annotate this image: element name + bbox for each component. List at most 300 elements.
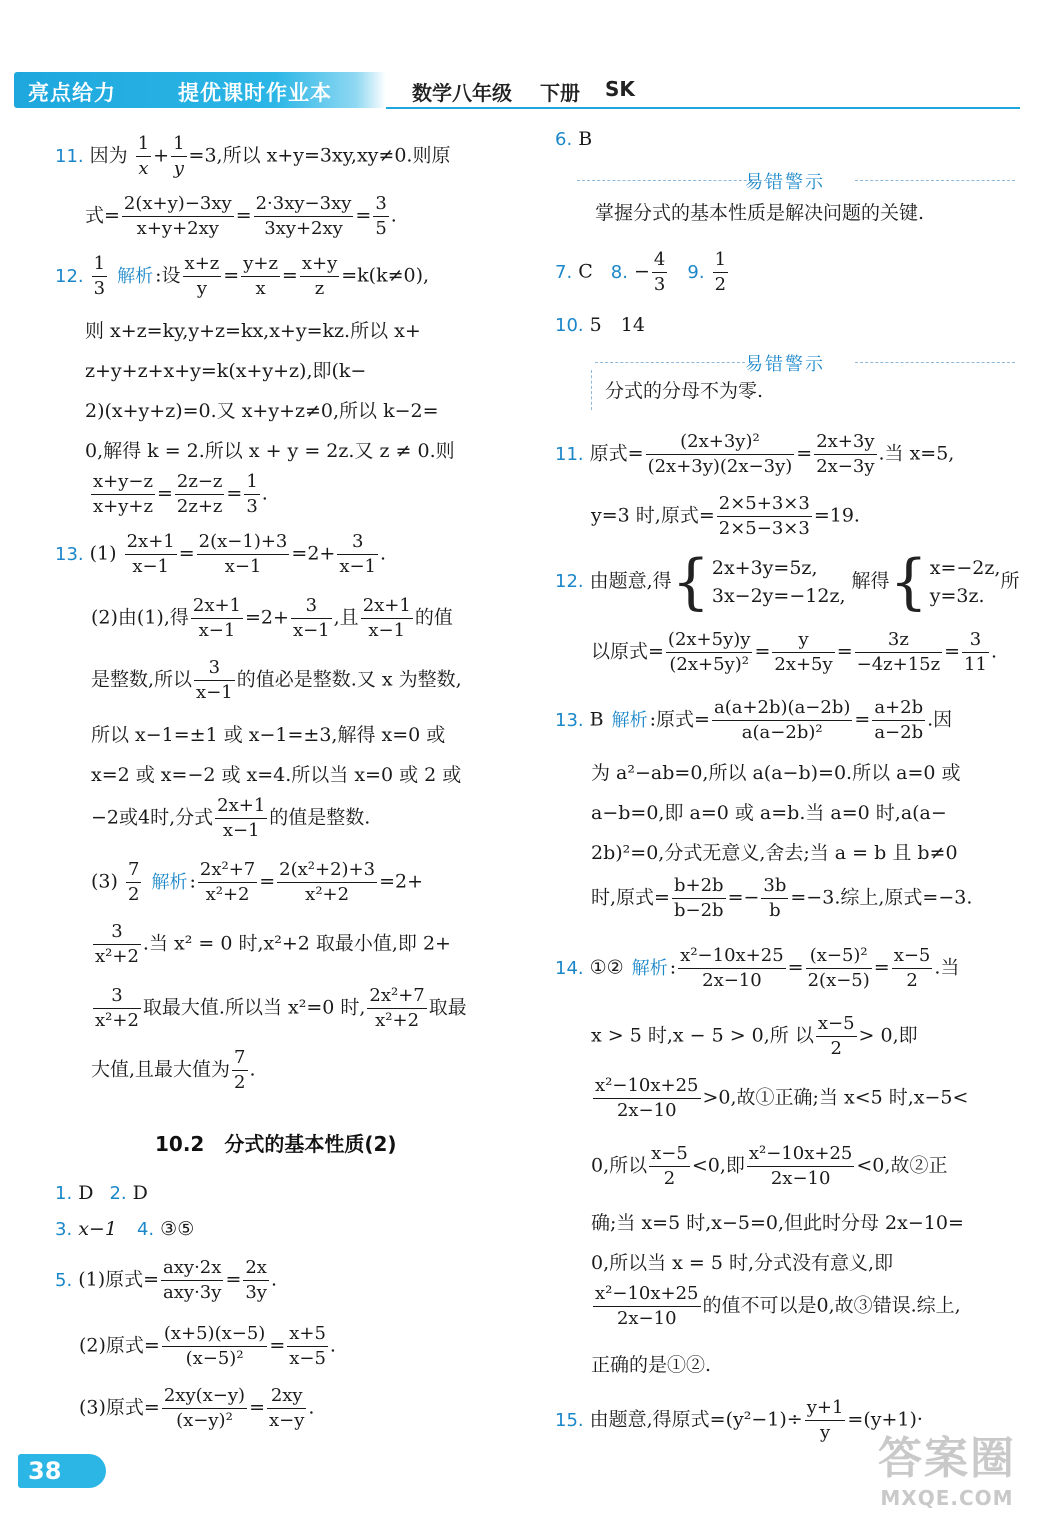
denominator: 2x−10: [702, 970, 762, 991]
fraction: [666, 628, 753, 677]
left-q13-part2-line1: [91, 594, 453, 643]
question-number: 7.: [555, 261, 573, 283]
left-q5-part1: 5. (1)原式= $\frac{\text{axy·2x}}{\text{axy·3y}}$ = $\frac{2x}{3y}$ .: [55, 1257, 278, 1303]
fraction: [717, 492, 812, 541]
tip-text: 掌握分式的基本性质是解决问题的关键.: [595, 202, 925, 224]
fraction: [162, 1384, 247, 1433]
analysis-label: 解析: [631, 957, 668, 979]
text: (3)原式=: [79, 1396, 160, 1419]
numerator: 3: [93, 984, 141, 1009]
numerator: (2x+5y)y: [666, 628, 753, 653]
numerator: (2x+3y)²: [646, 430, 795, 455]
answer-fraction: [652, 248, 667, 297]
denominator: 2(x−5): [807, 970, 870, 991]
denominator: x−1: [368, 620, 406, 641]
left-q11-line2: 式= $\frac{2(x+y)-3xy}{x+y+2xy}$ = $\frac{2\cdot 3xy-3xy}{3xy+2xy}$ = $\frac{3}{5}$ .: [85, 193, 397, 239]
denominator: 2z+z: [176, 496, 223, 517]
numerator: a(a+2b)(a−2b): [712, 696, 852, 721]
text: .当 x² = 0 时,x²+2 取最小值,即 2+: [142, 932, 451, 955]
denominator: 3xy+2xy: [264, 218, 343, 239]
denominator: y: [196, 278, 207, 299]
right-q14-line7: [591, 1282, 961, 1331]
right-q11-line1: 11. 原式= $\frac{\text{(2x+3y)²}}{(2x+3y)(2x-3y)}$ = $\frac{2x+3y}{2x-3y}$ .当 x=5,: [555, 431, 955, 477]
text: y=3 时,原式=: [591, 504, 715, 527]
fraction: [162, 1322, 267, 1371]
tip-border: [855, 362, 1015, 363]
tip-title: 易错警示: [745, 172, 825, 193]
left-q12-line5: 0,解得 k = 2.所以 x + y = 2z.又 z ≠ 0.则: [85, 440, 455, 462]
answer-fraction: [126, 858, 141, 907]
denominator: x²+2: [305, 884, 350, 905]
left-q12-line4: 2)(x+y+z)=0.又 x+y+z≠0,所以 k−2=: [85, 400, 439, 422]
left-q5-part2: (2)原式= $\frac{(x+5)(x-5)}{\text{(x−5)²}}$ = $\frac{x+5}{x-5}$ .: [79, 1323, 336, 1369]
fraction: [761, 874, 788, 923]
fraction: [712, 696, 852, 745]
fraction: [243, 1256, 269, 1305]
numerator: 1: [244, 470, 259, 495]
numerator: x+y: [300, 252, 339, 277]
numerator: 4: [652, 248, 667, 273]
fraction: [593, 1282, 701, 1331]
fraction: [814, 430, 876, 479]
answer: D: [132, 1182, 148, 1204]
text: .当 x=5,: [878, 442, 955, 465]
right-answer-6: [555, 128, 592, 150]
answer-fraction: [713, 248, 728, 297]
denominator: x: [255, 278, 266, 299]
right-q14-line8: 正确的是①②.: [591, 1354, 712, 1376]
denominator: x+y+z: [93, 496, 153, 517]
answer: C: [578, 260, 593, 283]
text: =19.: [813, 504, 860, 527]
fraction: [244, 470, 259, 519]
numerator: 3: [194, 656, 235, 681]
fraction: [772, 628, 834, 677]
question-number: 9.: [687, 261, 705, 283]
fraction: [91, 470, 155, 519]
left-answers-3-4: [55, 1218, 194, 1240]
answer-fraction: [92, 252, 107, 301]
text: (2)由(1),得: [91, 606, 189, 629]
equation: 2x+3y=5z,: [711, 557, 818, 579]
fraction: [241, 252, 280, 301]
text: x > 5 时,x − 5 > 0,所 以: [591, 1024, 814, 1047]
denominator: x²+2: [95, 946, 139, 967]
analysis-label: 解析: [151, 871, 188, 893]
question-number: 8.: [610, 261, 628, 283]
question-number: 4.: [136, 1219, 155, 1240]
left-q12-line2: 则 x+z=ky,y+z=kx,x+y=kz.所以 x+: [85, 320, 421, 342]
question-number: 6.: [555, 129, 573, 150]
numerator: 2x+1: [215, 794, 267, 819]
question-number: 10.: [555, 315, 584, 336]
denominator: 3: [93, 278, 106, 299]
text: (3): [91, 870, 118, 893]
fraction: [962, 628, 989, 677]
fraction: [122, 192, 234, 241]
fraction: [171, 132, 186, 181]
text: <0,故②正: [856, 1154, 948, 1177]
numerator: 2(x+y)−3xy: [122, 192, 234, 217]
numerator: y: [772, 628, 834, 653]
fraction: [367, 984, 426, 1033]
denominator: 2: [906, 970, 918, 991]
text: 取最大值.所以当 x²=0 时,: [142, 996, 366, 1019]
numerator: 2x+3y: [814, 430, 876, 455]
text: =−3.综上,原式=−3.: [790, 886, 973, 909]
text: :设: [155, 264, 181, 287]
numerator: x²−10x+25: [747, 1142, 855, 1167]
left-q13-part3-line3: [91, 984, 467, 1033]
fraction: [93, 920, 141, 969]
question-number: 1.: [55, 1183, 73, 1204]
question-number: 12.: [55, 265, 84, 287]
fraction: [855, 628, 943, 677]
numerator: 3: [962, 628, 989, 653]
numerator: x²−10x+25: [593, 1074, 701, 1099]
numerator: 7: [232, 1046, 247, 1071]
text: =3,所以 x+y=3xy,xy≠0.则原: [188, 144, 451, 167]
tip-border: [591, 370, 592, 410]
numerator: 3z: [855, 628, 943, 653]
text: =2+: [245, 606, 289, 629]
left-q13-part2-line5: [91, 794, 370, 843]
right-q14-line1: 14. ①② 解析 : $\frac{\text{x²−10x+25}}{2x-10}$ = $\frac{\text{(x−5)²}}{2(x-5)}$ = $\frac{x-5}{2}$ .当: [555, 945, 960, 991]
tip-border: [595, 362, 745, 363]
numerator: 3: [93, 920, 141, 945]
denominator: 2x−10: [616, 1308, 677, 1329]
denominator: x²+2: [95, 1010, 139, 1031]
left-q12-line3: z+y+z+x+y=k(x+y+z),即(k−: [85, 360, 367, 382]
numerator: 2·3xy−3xy: [254, 192, 354, 217]
denominator: x: [138, 158, 149, 179]
fraction: [816, 1012, 857, 1061]
numerator: a+2b: [872, 696, 925, 721]
fraction: [215, 794, 267, 843]
numerator: 1: [136, 132, 151, 157]
question-number: 13.: [555, 709, 584, 731]
text: 的值是整数.: [269, 806, 371, 829]
fraction: [678, 944, 786, 993]
text: 所: [1000, 570, 1020, 592]
question-number: 11.: [55, 145, 84, 167]
fraction: [300, 252, 339, 301]
denominator: a(a−2b)²: [741, 722, 823, 743]
numerator: 2x²+7: [367, 984, 426, 1009]
text: 式=: [85, 204, 120, 227]
fraction: [806, 944, 872, 993]
denominator: x−5: [289, 1348, 326, 1369]
fraction: [872, 696, 925, 745]
tip-border: [577, 180, 767, 181]
page-number: 38: [18, 1454, 106, 1488]
numerator: 2×5+3×3: [717, 492, 812, 517]
numerator: 2z−z: [175, 470, 225, 495]
fraction: [649, 1142, 690, 1191]
denominator: 2: [714, 274, 727, 295]
denominator: x−1: [339, 556, 377, 577]
text: =(y+1)·: [847, 1408, 923, 1431]
text: 是整数,所以: [91, 668, 193, 691]
text: (1)原式=: [78, 1268, 160, 1291]
right-q14-line4: [591, 1142, 947, 1191]
tip-title: 易错警示: [745, 354, 825, 375]
equation-system: [712, 554, 846, 610]
text: <0,即: [691, 1154, 745, 1177]
answer: ①②: [589, 956, 624, 979]
text: 解得: [851, 570, 890, 592]
numerator: 2xy: [267, 1384, 306, 1409]
text: −2或4时,分式: [91, 806, 214, 829]
fraction: [267, 1384, 306, 1433]
denominator: x−1: [132, 556, 170, 577]
text: (1): [89, 542, 117, 565]
denominator: x−1: [196, 682, 233, 703]
numerator: axy·2x: [161, 1256, 223, 1281]
text: >0,故①正确;当 x<5 时,x−5<: [702, 1086, 969, 1109]
text: 的值必是整数.又 x 为整数,: [236, 668, 462, 691]
fraction: [593, 1074, 701, 1123]
answer: x−1: [78, 1218, 117, 1240]
numerator: 2(x−1)+3: [197, 530, 290, 555]
brace: {: [671, 547, 710, 617]
text: :: [189, 870, 196, 893]
text: 因为: [89, 144, 128, 167]
numerator: 3: [337, 530, 378, 555]
numerator: 2(x²+2)+3: [277, 858, 377, 883]
question-number: 5.: [55, 1269, 73, 1291]
watermark-url: MXQE.COM: [880, 1486, 1014, 1510]
question-number: 12.: [555, 571, 584, 592]
header-subject: 数学八年级: [412, 81, 512, 105]
question-number: 14.: [555, 957, 584, 979]
fraction: [747, 1142, 855, 1191]
denominator: x²+2: [375, 1010, 420, 1031]
watermark-logo: [862, 1432, 1032, 1528]
fraction: [892, 944, 933, 993]
denominator: 2: [234, 1072, 246, 1093]
text: 由题意,得原式=(y²−1)÷: [589, 1408, 803, 1431]
fraction: [361, 594, 413, 643]
denominator: y: [819, 1422, 831, 1443]
denominator: 11: [964, 654, 987, 675]
right-q12-line1: [555, 547, 1020, 617]
fraction: [136, 132, 151, 181]
numerator: 2x+1: [361, 594, 413, 619]
denominator: 2x−3y: [816, 456, 875, 477]
fraction: [254, 192, 354, 241]
left-q12-line1: 12. $\frac{1}{3}$ 解析 :设 $\frac{x+z}{y}$ = $\frac{y+z}{x}$ = $\frac{x+y}{z}$ =k(k≠0),: [55, 253, 430, 299]
fraction: [183, 252, 222, 301]
text: −: [633, 260, 650, 283]
left-q13-part3-line1: (3) $\frac{7}{2}$ 解析 : $\frac{\text{2x²+7}}{\text{x²+2}}$ = $\frac{\text{2(x²+2)+3}}{\text{x²+2}}$ =2+: [91, 859, 424, 905]
header-subtitle: 提优课时作业本: [178, 81, 332, 105]
numerator: 3b: [761, 874, 788, 899]
denominator: y: [173, 158, 184, 179]
text: =−: [727, 886, 760, 909]
left-q13-part1: 13. (1) $\frac{2x+1}{x-1}$ = $\frac{2(x-1)+3}{x-1}$ =2+ $\frac{3}{x-1}$ .: [55, 531, 387, 577]
answer: ③⑤: [160, 1218, 195, 1240]
numerator: 1: [171, 132, 186, 157]
text: 由题意,得: [589, 570, 672, 592]
question-number: 15.: [555, 1409, 584, 1431]
text: > 0,即: [858, 1024, 918, 1047]
text: 以原式=: [591, 640, 664, 663]
denominator: (x−y)²: [176, 1410, 233, 1431]
denominator: a−2b: [874, 722, 924, 743]
right-answer-10: [555, 310, 645, 337]
text: .当: [934, 956, 960, 979]
numerator: 2x+1: [191, 594, 243, 619]
numerator: 3: [291, 594, 332, 619]
denominator: axy·3y: [163, 1282, 222, 1303]
text: :原式=: [649, 708, 710, 731]
numerator: 7: [126, 858, 141, 883]
numerator: x−5: [892, 944, 933, 969]
question-number: 2.: [109, 1183, 127, 1204]
question-number: 11.: [555, 443, 584, 465]
numerator: x+y−z: [91, 470, 155, 495]
numerator: y+z: [241, 252, 280, 277]
numerator: 2x: [243, 1256, 269, 1281]
numerator: x+z: [183, 252, 222, 277]
fraction: [125, 530, 177, 579]
right-q13-line2: 为 a²−ab=0,所以 a(a−b)=0.所以 a=0 或: [591, 762, 961, 784]
denominator: 2: [127, 884, 140, 905]
left-q13-part2-line4: x=2 或 x=−2 或 x=4.所以当 x=0 或 2 或: [91, 764, 462, 786]
numerator: 2xy(x−y): [162, 1384, 247, 1409]
denominator: x−1: [224, 556, 262, 577]
numerator: 2x+1: [125, 530, 177, 555]
denominator: x²+2: [205, 884, 250, 905]
numerator: 3: [373, 192, 388, 217]
numerator: y+1: [805, 1396, 846, 1421]
numerator: 1: [713, 248, 728, 273]
fraction: [646, 430, 795, 479]
left-q13-part2-line3: 所以 x−1=±1 或 x−1=±3,解得 x=0 或: [91, 724, 446, 746]
brace: {: [889, 547, 928, 617]
answer: D: [78, 1182, 94, 1204]
fraction: [291, 594, 332, 643]
header-brand: 亮点给力: [28, 81, 116, 105]
numerator: x−5: [816, 1012, 857, 1037]
left-q5-part3: (3)原式= $\frac{2xy(x-y)}{\text{(x−y)²}}$ = $\frac{2xy}{x-y}$ .: [79, 1385, 315, 1431]
text: :: [669, 956, 677, 979]
left-q13-part3-line2: [91, 920, 451, 969]
numerator: x+5: [287, 1322, 328, 1347]
denominator: 2×5−3×3: [718, 518, 810, 539]
fraction: [277, 858, 377, 907]
numerator: x²−10x+25: [678, 944, 786, 969]
denominator: 3y: [245, 1282, 267, 1303]
denominator: b: [769, 900, 781, 921]
fraction: [197, 530, 290, 579]
denominator: x−1: [198, 620, 236, 641]
text: .因: [927, 708, 953, 731]
right-q14-line3: [591, 1074, 968, 1123]
left-q11-line1: 11. 因为 $\frac{1}{x}$ + $\frac{1}{y}$ =3,所以 x+y=3xy,xy≠0.则原: [55, 133, 451, 179]
denominator: 3: [246, 496, 258, 517]
equation: 3x−2y=−12z,: [711, 585, 846, 607]
text: 原式=: [589, 442, 644, 465]
right-q11-line2: [591, 492, 860, 541]
header-volume: 下册: [540, 81, 580, 105]
left-q12-line6: $\frac{x+y-z}{x+y+z}$ = $\frac{2z-z}{2z+z}$ = $\frac{1}{3}$ .: [93, 471, 268, 517]
text: 取最: [428, 996, 467, 1019]
denominator: (2x+5y)²: [669, 654, 749, 675]
text: =2+: [379, 870, 424, 893]
left-q13-part2-line2: [91, 656, 462, 705]
denominator: 2x−10: [616, 1100, 677, 1121]
denominator: (2x+3y)(2x−3y): [647, 456, 793, 477]
fraction: [194, 656, 235, 705]
text: 0,所以: [591, 1154, 648, 1177]
text: 的值不可以是0,故③错误.综上,: [702, 1294, 961, 1317]
text: =k(k≠0),: [341, 264, 430, 287]
analysis-label: 解析: [117, 265, 154, 287]
numerator: 2x²+7: [198, 858, 257, 883]
right-q13-line4: 2b)²=0,分式无意义,舍去;当 a = b 且 b≠0: [591, 842, 958, 864]
denominator: (x−5)²: [185, 1348, 244, 1369]
fraction: [287, 1322, 328, 1371]
text: 大值,且最大值为: [91, 1058, 231, 1081]
text: 的值: [414, 606, 453, 629]
denominator: z: [314, 278, 325, 299]
fraction: [373, 192, 388, 241]
right-q13-line3: a−b=0,即 a=0 或 a=b.当 a=0 时,a(a−: [591, 802, 947, 824]
fraction: [93, 984, 141, 1033]
right-q14-line6: 0,所以当 x = 5 时,分式没有意义,即: [591, 1252, 894, 1274]
equation: x=−2z,: [929, 557, 1001, 579]
numerator: x²−10x+25: [593, 1282, 701, 1307]
denominator: x+y+2xy: [136, 218, 219, 239]
equation-system: [930, 554, 1001, 610]
fraction: [337, 530, 378, 579]
denominator: b−2b: [673, 900, 724, 921]
denominator: x−1: [222, 820, 260, 841]
right-q14-line2: [591, 1012, 918, 1061]
denominator: 2x+5y: [774, 654, 833, 675]
numerator: b+2b: [672, 874, 726, 899]
tip-text: 分式的分母不为零.: [605, 380, 764, 402]
left-answers-1-2: [55, 1182, 148, 1204]
fraction: [672, 874, 726, 923]
answer: B: [578, 128, 593, 150]
right-q14-line5: 确;当 x=5 时,x−5=0,但此时分母 2x−10=: [591, 1212, 964, 1234]
text: ,且: [333, 606, 359, 629]
tip-border: [855, 180, 1015, 181]
left-q13-part3-line4: 大值,且最大值为 $\frac{7}{2}$ .: [91, 1047, 256, 1093]
answer: B: [589, 708, 604, 731]
right-answers-7-9: [555, 248, 730, 297]
fraction: [805, 1396, 846, 1445]
fraction: [191, 594, 243, 643]
numerator: x−5: [649, 1142, 690, 1167]
numerator: (x−5)²: [806, 944, 872, 969]
text: 时,原式=: [591, 886, 670, 909]
question-number: 13.: [55, 543, 84, 565]
denominator: x−y: [269, 1410, 305, 1431]
text: 2+: [307, 542, 336, 565]
header-rule: [386, 107, 1020, 109]
right-q12-line2: 以原式= $\frac{(2x+5y)y}{\text{(2x+5y)²}}$ = $\frac{y}{2x+5y}$ = $\frac{3z}{-4z+15z}$ = $\frac{3}{11}$ .: [591, 629, 997, 675]
denominator: 2: [663, 1168, 676, 1189]
numerator: (x+5)(x−5): [162, 1322, 267, 1347]
watermark-main: 答案圈: [878, 1433, 1016, 1484]
denominator: 3: [653, 274, 666, 295]
fraction: [198, 858, 257, 907]
right-q13-line1: 13. B 解析 :原式= $\frac{a(a+2b)(a-2b)}{\text{a(a−2b)²}}$ = $\frac{a+2b}{a-2b}$ .因: [555, 697, 953, 743]
